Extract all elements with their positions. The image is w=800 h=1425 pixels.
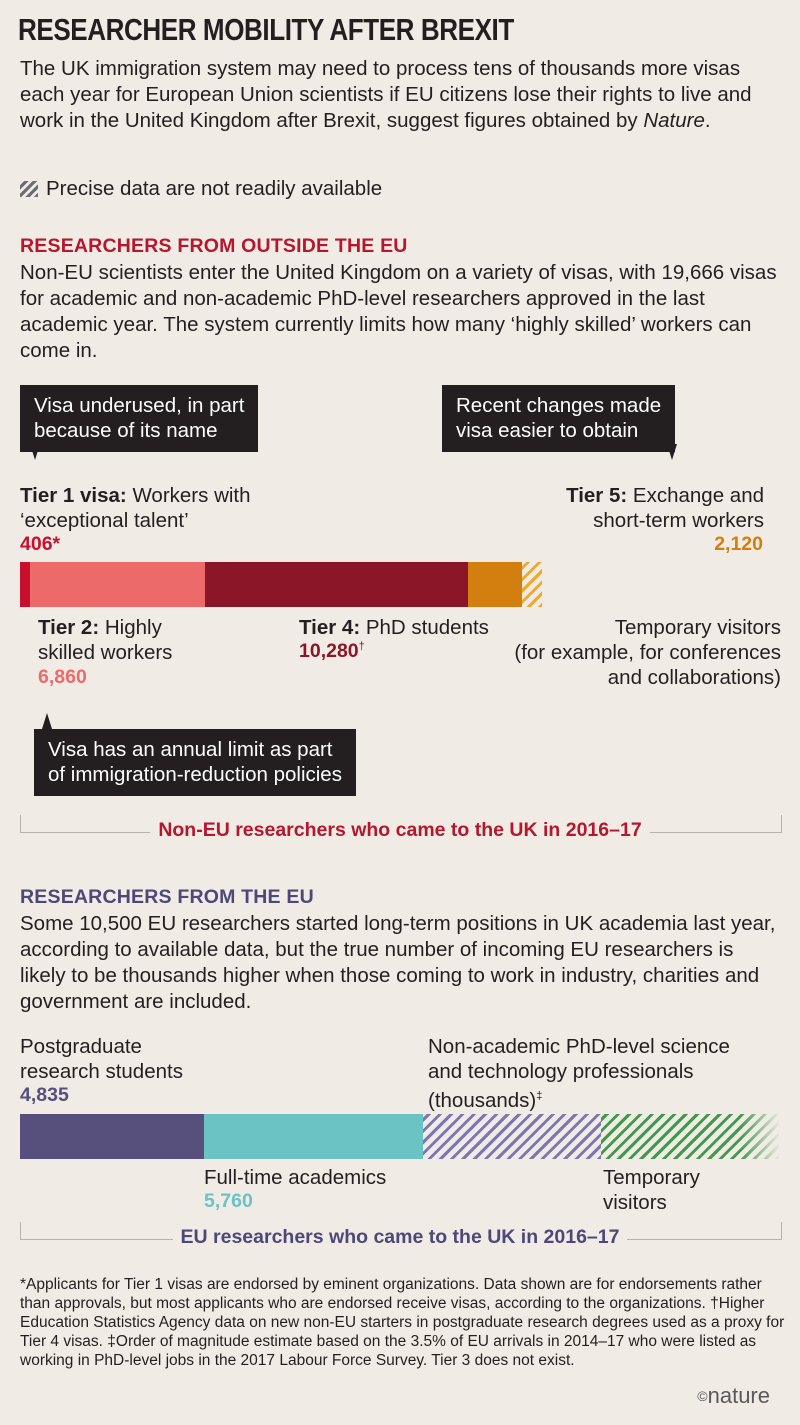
tier1-label bbox=[20, 483, 251, 533]
eu-text: Some 10,500 EU researchers started long-term positions in UK academia last year, according to available data, but the true number of incoming EU researchers is likely to be thousands higher when those coming to work in industry, charities and government are included. bbox=[20, 912, 776, 1013]
nonacademic-label bbox=[428, 1034, 730, 1113]
tier4-desc: PhD students bbox=[360, 616, 489, 639]
tier2-bar bbox=[30, 562, 205, 607]
tier5-desc: Exchange and short-term workers bbox=[593, 484, 764, 532]
tier5-callout: Recent changes made visa easier to obtain bbox=[442, 385, 675, 452]
tier1-desc: Workers with ‘exceptional talent’ bbox=[20, 484, 251, 532]
copyright-icon: © bbox=[697, 1388, 708, 1404]
tier5-label bbox=[566, 483, 764, 533]
temp-visitors-label: Temporary visitors (for example, for conferences and collaborations) bbox=[514, 616, 781, 689]
legend bbox=[20, 177, 382, 201]
tier2-label bbox=[38, 615, 172, 665]
legend-label: Precise data are not readily available bbox=[46, 177, 383, 200]
eu-bracket-label: EU researchers who came to the UK in 2016–17 bbox=[173, 1226, 628, 1248]
tier5-name: Tier 5: bbox=[566, 484, 628, 507]
non-eu-bracket-row bbox=[0, 819, 800, 842]
hatch-swatch-icon bbox=[20, 181, 38, 197]
tier2-name: Tier 2: bbox=[38, 616, 100, 639]
tier4-value-wrap bbox=[299, 640, 365, 663]
tier1-callout: Visa underused, in part because of its name bbox=[20, 385, 258, 452]
postgrad-bar bbox=[20, 1114, 204, 1159]
intro-text bbox=[20, 56, 780, 134]
academics-bar bbox=[204, 1114, 423, 1159]
tier4-name: Tier 4: bbox=[299, 616, 361, 639]
non-eu-text: Non-EU scientists enter the United Kingdom on a variety of visas, with 19,666 visas for academic and non-academic PhD-level researchers approved in the last academic year. The system currently limits how many ‘highly skilled’ workers can come in. bbox=[20, 261, 777, 362]
non-eu-stacked-bar bbox=[20, 562, 782, 607]
tier5-bar bbox=[468, 562, 522, 607]
intro-text-end: . bbox=[704, 109, 711, 132]
nonacademic-text: Non-academic PhD-level science and technology professionals (thousands) bbox=[428, 1035, 730, 1112]
eu-stacked-bar bbox=[20, 1114, 782, 1159]
tier4-label bbox=[299, 615, 489, 640]
tier2-callout: Visa has an annual limit as part of immigration-reduction policies bbox=[34, 729, 356, 796]
tier1-value: 406* bbox=[20, 533, 61, 555]
tier1-bar bbox=[20, 562, 30, 607]
footnote: *Applicants for Tier 1 visas are endorsed by eminent organizations. Data shown are for endorsements rather than approvals, but most applicants who are endorsed receive visas, according to the organizations. †Higher Education Statistics Agency data on new non-EU starters in postgraduate research degrees used as a proxy for Tier 4 visas. ‡Order of magnitude estimate based on the 3.5% of EU arrivals in 2014–17 who were listed as working in PhD-level jobs in the 2017 Labour Force Survey. Tier 3 does not exist. bbox=[20, 1276, 785, 1369]
brand-name: nature bbox=[707, 1383, 770, 1408]
eu-heading: RESEARCHERS FROM THE EU bbox=[20, 886, 314, 908]
tier5-callout-pointer-icon bbox=[667, 444, 677, 460]
page-title: RESEARCHER MOBILITY AFTER BREXIT bbox=[18, 12, 514, 47]
non-eu-heading: RESEARCHERS FROM OUTSIDE THE EU bbox=[20, 235, 408, 257]
publication-name: Nature bbox=[643, 109, 705, 132]
eu-bracket-row bbox=[0, 1226, 800, 1249]
tier4-bar bbox=[205, 562, 468, 607]
tier4-footnote-mark: † bbox=[358, 640, 365, 653]
postgrad-label: Postgraduate research students bbox=[20, 1035, 183, 1083]
academics-label: Full-time academics bbox=[204, 1166, 387, 1189]
temp-visitors-bar bbox=[522, 562, 542, 607]
tier1-callout-pointer-icon bbox=[30, 444, 40, 460]
intro-text-start: The UK immigration system may need to process tens of thousands more visas each year for European Union scientists if EU citizens lose their rights to live and work in the United Kingdom after Brexit, suggest figures obtained by bbox=[20, 57, 752, 132]
tier5-value: 2,120 bbox=[714, 533, 763, 555]
postgrad-value: 4,835 bbox=[20, 1084, 69, 1106]
eu-temp-visitors-bar bbox=[601, 1114, 779, 1159]
non-eu-bracket-label: Non-EU researchers who came to the UK in 2016–17 bbox=[150, 819, 649, 841]
tier2-value: 6,860 bbox=[38, 666, 87, 688]
eu-temp-visitors-label: Temporary visitors bbox=[603, 1166, 700, 1214]
academics-value: 5,760 bbox=[204, 1190, 253, 1212]
nonacademic-footnote-mark: ‡ bbox=[536, 1090, 543, 1102]
tier1-name: Tier 1 visa: bbox=[20, 484, 127, 507]
tier2-callout-pointer-icon bbox=[42, 713, 52, 729]
publisher-logo bbox=[697, 1383, 770, 1409]
nonacademic-bar bbox=[423, 1114, 601, 1159]
tier4-value: 10,280 bbox=[299, 640, 359, 662]
tier2-desc: Highly skilled workers bbox=[38, 616, 173, 664]
